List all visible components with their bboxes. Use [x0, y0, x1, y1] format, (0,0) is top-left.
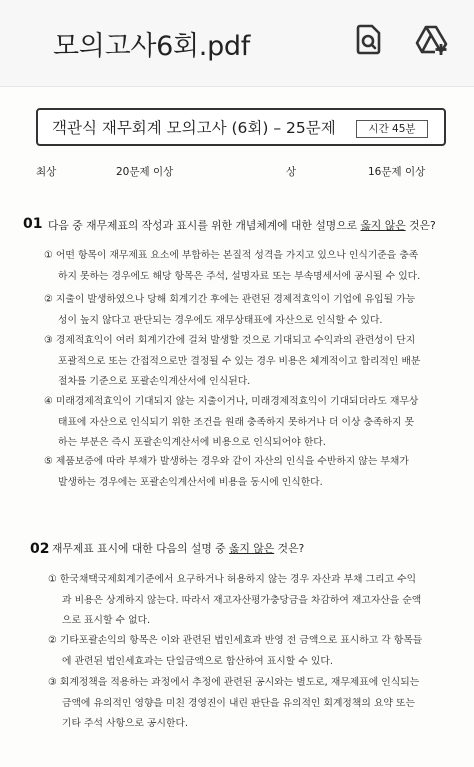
answer-option-2: ② 지출이 발생하였으나 당해 회계기간 후에는 관련된 경제적효익이 기업에 유입될 가능 성이 높지 않다고 판단되는 경우에도 재무상태표에 자산으로 인식할 수 있다. — [44, 294, 416, 326]
answer-option-2: ② 기타포괄손익의 항목은 이와 관련된 법인세효과 반영 전 금액으로 표시하고 각 항목들 에 관련된 법인세효과는 단일금액으로 합산하여 표시할 수 있다. — [48, 635, 423, 667]
emphasis-text: 옳지 않은 — [360, 219, 406, 232]
time-limit-badge: 시간 45분 — [356, 120, 428, 138]
difficulty-high-label: 상 — [286, 166, 297, 178]
google-drive-add-icon[interactable] — [415, 22, 449, 56]
answer-option-3: ③ 회계정책을 적용하는 과정에서 추정에 관련된 공시와는 별도로, 재무제표에 인식되는 금액에 유의적인 영향을 미친 경영진이 내린 판단을 유의적인 회계정책의 요약 또는 기타 주석 사항으로 공시한다. — [48, 677, 420, 729]
question-number: 01 — [23, 216, 43, 232]
answer-option-1: ① 어떤 항목이 재무제표 요소에 부합하는 본질적 성격을 가지고 있으나 인식기준을 충족 하지 못하는 경우에도 해당 항목은 주석, 설명자료 또는 부속명세서에 공시될 수 있다. — [44, 250, 421, 282]
app-toolbar — [0, 0, 474, 87]
emphasis-text: 옳지 않은 — [229, 542, 275, 555]
search-document-icon[interactable] — [352, 22, 386, 56]
question-text: 다음 중 재무제표의 작성과 표시를 위한 개념체계에 대한 설명으로 옳지 않은 것은? — [48, 219, 436, 232]
answer-option-1: ① 한국채택국제회계기준에서 요구하거나 허용하지 않는 경우 자산과 부채 그리고 수익 과 비용은 상계하지 않는다. 따라서 재고자산평가충당금을 차감하여 재고자산을 순액 으로 표시할 수 없다. — [48, 574, 422, 626]
answer-option-4: ④ 미래경제적효익이 기대되지 않는 지출이거나, 미래경제적효익이 기대되더라도 재무상 태표에 자산으로 인식되기 위한 조건을 원래 충족하지 못하거나 더 이상 충족하지 못 하는 부분은 즉시 포괄손익계산서에 비용으로 인식되어야 한다. — [44, 396, 419, 448]
answer-option-3: ③ 경제적효익이 여러 회계기간에 걸쳐 발생할 것으로 기대되고 수익과의 관련성이 단지 포괄적으로 또는 간접적으로만 결정될 수 있는 경우 비용은 체계적이고 합리적인 배분 절차를 기준으로 포괄손익계산서에 인식된다. — [44, 335, 421, 387]
file-title: 모의고사6회.pdf — [53, 31, 250, 62]
answer-option-5: ⑤ 제품보증에 따라 부채가 발생하는 경우와 같이 자산의 인식을 수반하지 않는 부채가 발생하는 경우에는 포괄손익계산서에 비용을 동시에 인식한다. — [44, 456, 409, 488]
difficulty-top-label: 최상 — [36, 166, 57, 178]
difficulty-high-value: 16문제 이상 — [368, 166, 426, 178]
exam-title: 객관식 재무회계 모의고사 (6회) – 25문제 — [52, 119, 336, 137]
question-number: 02 — [30, 541, 50, 557]
exam-header — [36, 108, 446, 146]
question-text: 재무제표 표시에 대한 다음의 설명 중 옳지 않은 것은? — [52, 542, 305, 555]
difficulty-top-value: 20문제 이상 — [116, 166, 174, 178]
